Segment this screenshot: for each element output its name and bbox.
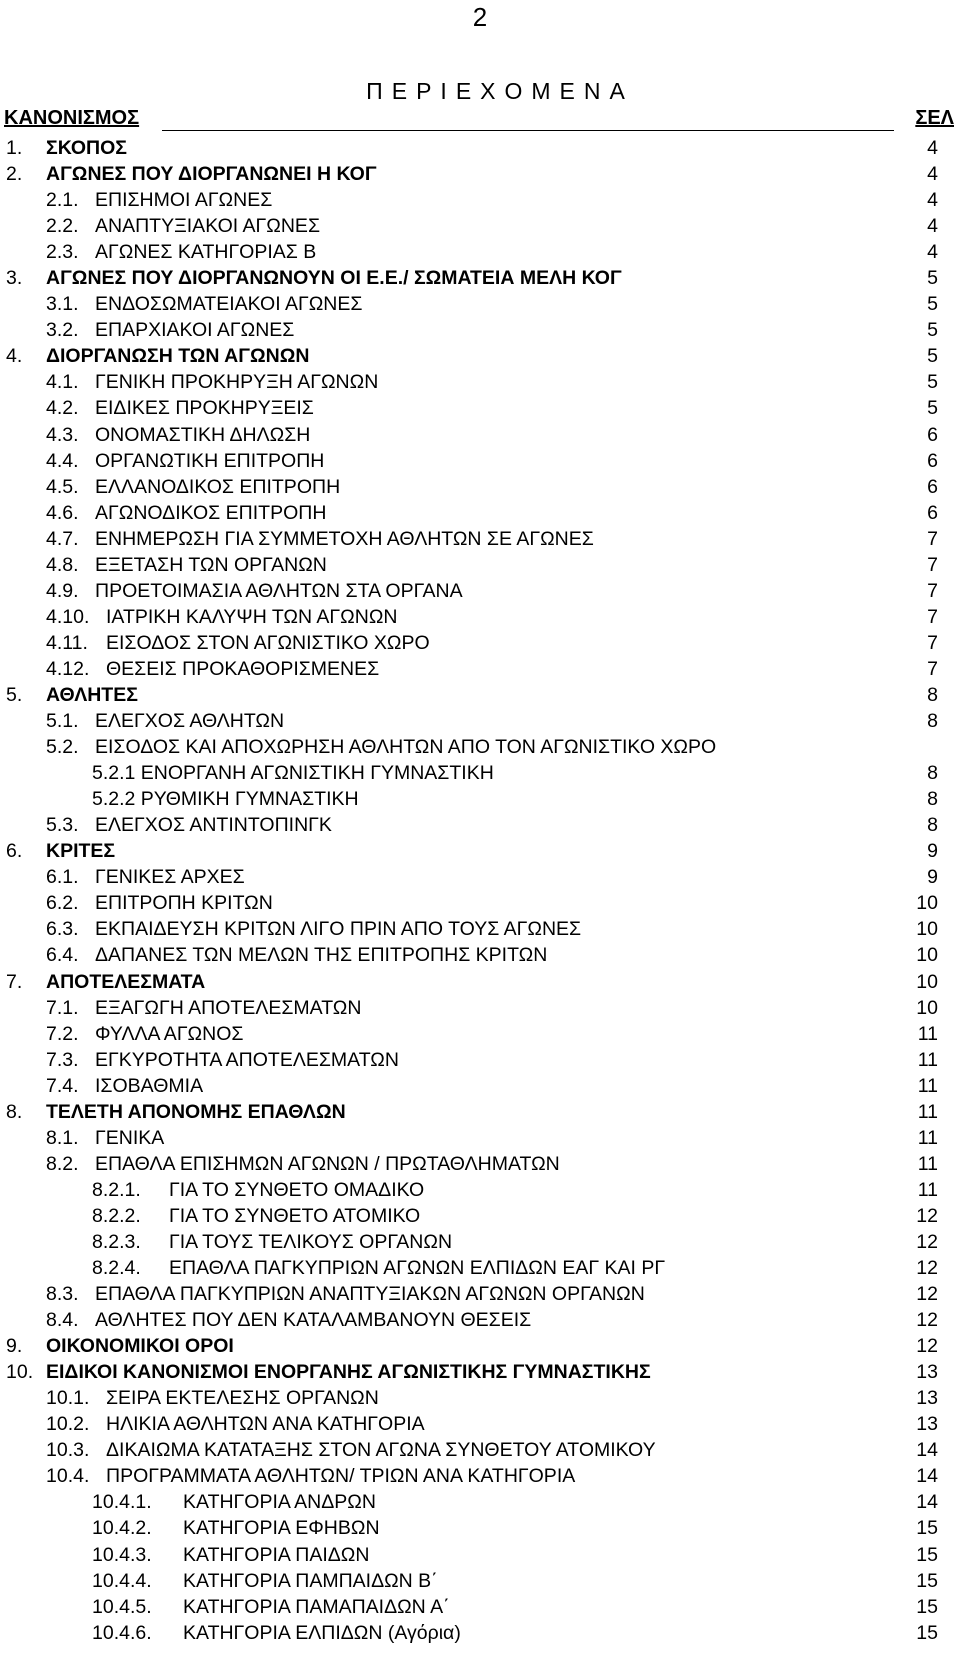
header-regulation-label: ΚΑΝΟΝΙΣΜΟΣ — [4, 107, 140, 129]
toc-entry-title: ΚΑΤΗΓΟΡΙΑ ΕΛΠΙΔΩΝ (Αγόρια) — [183, 1621, 461, 1644]
toc-entry-number: 4.10. — [46, 605, 90, 628]
toc-entry-page: 10 — [916, 996, 938, 1019]
toc-entry-number: 10.4.1. — [92, 1491, 152, 1514]
toc-entry — [0, 526, 960, 552]
toc-entry-page: 12 — [916, 1257, 938, 1280]
toc-entry-number: 10.4.3. — [92, 1543, 152, 1566]
toc-entry-title: ΚΡΙΤΕΣ — [46, 840, 116, 863]
toc-entry-page: 4 — [927, 241, 938, 264]
toc-entry-number: 7. — [6, 970, 23, 993]
toc-entry — [0, 969, 960, 995]
toc-entry-title: ΔΑΠΑΝΕΣ ΤΩΝ ΜΕΛΩΝ ΤΗΣ ΕΠΙΤΡΟΠΗΣ ΚΡΙΤΩΝ — [95, 944, 548, 967]
toc-entry-title: ΓΕΝΙΚΕΣ ΑΡΧΕΣ — [95, 866, 245, 889]
toc-entry-number: 10.4. — [46, 1465, 90, 1488]
toc-entry-title: ΙΣΟΒΑΘΜΙΑ — [95, 1074, 204, 1097]
toc-entry — [0, 1073, 960, 1099]
toc-entry-title: ΚΑΤΗΓΟΡΙΑ ΕΦΗΒΩΝ — [183, 1517, 380, 1540]
toc-entry-number: 10. — [6, 1361, 34, 1384]
toc-entry — [0, 448, 960, 474]
toc-entry-page: 5 — [927, 371, 938, 394]
toc-entry — [0, 578, 960, 604]
toc-entry — [0, 291, 960, 317]
toc-entry-title: ΦΥΛΛΑ ΑΓΩΝΟΣ — [95, 1022, 244, 1045]
toc-entry — [0, 317, 960, 343]
toc-entry — [0, 1411, 960, 1437]
toc-entry-title: ΕΛΛΑΝΟΔΙΚΟΣ ΕΠΙΤΡΟΠΗ — [95, 475, 341, 498]
toc-entry-title: ΚΑΤΗΓΟΡΙΑ ΑΝΔΡΩΝ — [183, 1491, 376, 1514]
toc-entry-title: ΚΑΤΗΓΟΡΙΑ ΠΑΜΠΑΙΔΩΝ Β΄ — [183, 1569, 438, 1592]
toc-entry-title: ΑΓΩΝΕΣ ΠΟΥ ΔΙΟΡΓΑΝΩΝΟΥΝ ΟΙ Ε.Ε./ ΣΩΜΑΤΕΙΑ ΜΕΛΗ ΚΟΓ — [46, 267, 622, 290]
toc-entry-number: 4.12. — [46, 657, 90, 680]
toc-entry-number: 10.2. — [46, 1413, 90, 1436]
toc-entry — [0, 630, 960, 656]
toc-entry-page: 10 — [916, 970, 938, 993]
toc-entry-title: ΕΠΙΣΗΜΟΙ ΑΓΩΝΕΣ — [95, 189, 273, 212]
toc-entry-page: 5 — [927, 267, 938, 290]
toc-entry-page: 7 — [927, 605, 938, 628]
toc-entry-number: 5. — [6, 683, 23, 706]
toc-entry-number: 2.2. — [46, 215, 79, 238]
toc-entry — [0, 1099, 960, 1125]
toc-entry — [0, 1463, 960, 1489]
toc-entry-title: ΑΠΟΤΕΛΕΣΜΑΤΑ — [46, 970, 206, 993]
toc-entry — [0, 760, 960, 786]
toc-entry-title: 5.2.2 ΡΥΘΜΙΚΗ ΓΥΜΝΑΣΤΙΚΗ — [92, 788, 359, 811]
toc-entry-title: ΣΚΟΠΟΣ — [46, 137, 128, 159]
toc-entry-title: ΕΛΕΓΧΟΣ ΑΝΤΙΝΤΟΠΙΝΓΚ — [95, 814, 332, 837]
toc-entry — [0, 1203, 960, 1229]
toc-entry-title: ΑΘΛΗΤΕΣ — [46, 683, 138, 706]
toc-entry-number: 8.2. — [46, 1152, 79, 1175]
toc-entry — [0, 1489, 960, 1515]
toc-entry — [0, 734, 960, 760]
toc-entry-title: ΙΑΤΡΙΚΗ ΚΑΛΥΨΗ ΤΩΝ ΑΓΩΝΩΝ — [106, 605, 398, 628]
toc-entry-page: 13 — [916, 1413, 938, 1436]
toc-entry-page: 10 — [916, 892, 938, 915]
toc-entry — [0, 1047, 960, 1073]
toc-entry-page: 4 — [927, 215, 938, 238]
toc-entry — [0, 1568, 960, 1594]
toc-entry — [0, 604, 960, 630]
toc-entry-number: 9. — [6, 1335, 23, 1358]
toc-entry — [0, 369, 960, 395]
toc-entry — [0, 942, 960, 968]
toc-entry — [0, 213, 960, 239]
toc-entry-title: ΕΠΙΤΡΟΠΗ ΚΡΙΤΩΝ — [95, 892, 273, 915]
toc-entry-page: 12 — [916, 1335, 938, 1358]
toc-entry-title: ΟΙΚΟΝΟΜΙΚΟΙ ΟΡΟΙ — [46, 1335, 234, 1358]
toc-entry-page: 11 — [917, 1126, 938, 1149]
toc-entry — [0, 161, 960, 187]
toc-entry-title: 5.2.1 ΕΝΟΡΓΑΝΗ ΑΓΩΝΙΣΤΙΚΗ ΓΥΜΝΑΣΤΙΚΗ — [92, 762, 494, 785]
toc-entry-title: ΓΙΑ ΤΟ ΣΥΝΘΕΤΟ ΟΜΑΔΙΚΟ — [169, 1178, 425, 1201]
toc-entry-title: ΕΠΑΘΛΑ ΕΠΙΣΗΜΩΝ ΑΓΩΝΩΝ / ΠΡΩΤΑΘΛΗΜΑΤΩΝ — [95, 1152, 560, 1175]
toc-entry-number: 10.4.2. — [92, 1517, 152, 1540]
toc-entry-page: 15 — [916, 1517, 938, 1540]
toc-entry-number: 8.1. — [46, 1126, 79, 1149]
toc-entry-number: 8.4. — [46, 1309, 79, 1332]
toc-entry-page: 12 — [916, 1204, 938, 1227]
toc-entry — [0, 656, 960, 682]
toc-entry-page: 13 — [916, 1387, 938, 1410]
toc-entry-page: 7 — [927, 553, 938, 576]
toc-entry-title: ΠΡΟΓΡΑΜΜΑΤΑ ΑΘΛΗΤΩΝ/ ΤΡΙΩΝ ΑΝΑ ΚΑΤΗΓΟΡΙΑ — [106, 1465, 576, 1488]
toc-entry-page: 11 — [917, 1048, 938, 1071]
toc-entry-number: 5.3. — [46, 814, 79, 837]
toc-entry — [0, 1151, 960, 1177]
toc-entry-page: 10 — [916, 918, 938, 941]
toc-entry-number: 4.6. — [46, 501, 79, 524]
toc-entry-page: 11 — [917, 1100, 938, 1123]
toc-entry — [0, 1229, 960, 1255]
toc-entry-title: ΕΝΗΜΕΡΩΣΗ ΓΙΑ ΣΥΜΜΕΤΟΧΗ ΑΘΛΗΤΩΝ ΣΕ ΑΓΩΝΕΣ — [95, 527, 594, 550]
toc-entry-title: ΓΕΝΙΚΑ — [95, 1126, 165, 1149]
toc-entry-title: ΗΛΙΚΙΑ ΑΘΛΗΤΩΝ ΑΝΑ ΚΑΤΗΓΟΡΙΑ — [106, 1413, 425, 1436]
toc-entry-number: 10.4.4. — [92, 1569, 152, 1592]
toc-entry-number: 4.8. — [46, 553, 79, 576]
toc-entry-title: ΕΠΑΘΛΑ ΠΑΓΚΥΠΡΙΩΝ ΑΓΩΝΩΝ ΕΛΠΙΔΩΝ ΕΑΓ ΚΑΙ ΡΓ — [169, 1257, 666, 1280]
toc-entry-title: ΘΕΣΕΙΣ ΠΡΟΚΑΘΟΡΙΣΜΕΝΕΣ — [106, 657, 380, 680]
toc-entry-page: 12 — [916, 1283, 938, 1306]
toc-entry — [0, 239, 960, 265]
toc-entry-number: 6.1. — [46, 866, 79, 889]
toc-entry-number: 4.2. — [46, 397, 79, 420]
toc-entry-number: 7.1. — [46, 996, 79, 1019]
toc-entry — [0, 1620, 960, 1646]
toc-entry-title: ΚΑΤΗΓΟΡΙΑ ΠΑΜΑΠΑΙΔΩΝ Α΄ — [183, 1595, 450, 1618]
toc-entry — [0, 500, 960, 526]
toc-entry — [0, 135, 960, 161]
toc-entry — [0, 838, 960, 864]
toc-entry-title: ΣΕΙΡΑ ΕΚΤΕΛΕΣΗΣ ΟΡΓΑΝΩΝ — [106, 1387, 379, 1410]
toc-entry-page: 5 — [927, 345, 938, 368]
toc-entry — [0, 1385, 960, 1411]
toc-header — [4, 107, 954, 133]
toc-entry-title: ΑΓΩΝΕΣ ΚΑΤΗΓΟΡΙΑΣ Β — [95, 241, 317, 264]
header-rule — [162, 130, 894, 131]
toc-entry-title: ΑΝΑΠΤΥΞΙΑΚΟΙ ΑΓΩΝΕΣ — [95, 215, 320, 238]
toc-entry-number: 8.2.1. — [92, 1178, 141, 1201]
toc-entry-page: 15 — [916, 1595, 938, 1618]
toc-entry — [0, 187, 960, 213]
toc-entry-title: ΕΞΑΓΩΓΗ ΑΠΟΤΕΛΕΣΜΑΤΩΝ — [95, 996, 362, 1019]
toc-entry-number: 2. — [6, 163, 23, 186]
toc-entry-number: 4.3. — [46, 423, 79, 446]
toc-entry-number: 10.3. — [46, 1439, 90, 1462]
toc-entry — [0, 1021, 960, 1047]
toc-entry-page: 4 — [927, 137, 938, 159]
toc-entry — [0, 786, 960, 812]
toc-entry-title: ΓΙΑ ΤΟΥΣ ΤΕΛΙΚΟΥΣ ΟΡΓΑΝΩΝ — [169, 1230, 453, 1253]
toc-entry-number: 8.2.2. — [92, 1204, 141, 1227]
toc-entry-title: ΑΘΛΗΤΕΣ ΠΟΥ ΔΕΝ ΚΑΤΑΛΑΜΒΑΝΟΥΝ ΘΕΣΕΙΣ — [95, 1309, 532, 1332]
toc-entry-number: 10.4.5. — [92, 1595, 152, 1618]
toc-entry-page: 8 — [927, 788, 938, 811]
toc-entry-title: ΑΓΩΝΕΣ ΠΟΥ ΔΙΟΡΓΑΝΩΝΕΙ Η ΚΟΓ — [46, 163, 377, 186]
toc-entry-number: 7.2. — [46, 1022, 79, 1045]
toc-entry-page: 15 — [916, 1569, 938, 1592]
toc-entry-number: 4.9. — [46, 579, 79, 602]
table-of-contents — [0, 135, 960, 1646]
toc-entry-title: ΕΝΔΟΣΩΜΑΤΕΙΑΚΟΙ ΑΓΩΝΕΣ — [95, 293, 363, 316]
toc-entry-page: 11 — [917, 1178, 938, 1201]
toc-entry-title: ΓΕΝΙΚΗ ΠΡΟΚΗΡΥΞΗ ΑΓΩΝΩΝ — [95, 371, 379, 394]
toc-entry-page: 9 — [927, 840, 938, 863]
toc-entry-page: 7 — [927, 657, 938, 680]
toc-entry-title: ΔΙΚΑΙΩΜΑ ΚΑΤΑΤΑΞΗΣ ΣΤΟΝ ΑΓΩΝΑ ΣΥΝΘΕΤΟΥ ΑΤΟΜΙΚΟΥ — [106, 1439, 656, 1462]
toc-entry-title: ΚΑΤΗΓΟΡΙΑ ΠΑΙΔΩΝ — [183, 1543, 370, 1566]
toc-entry-number: 5.1. — [46, 710, 79, 733]
toc-entry-page: 6 — [927, 475, 938, 498]
toc-entry-number: 7.3. — [46, 1048, 79, 1071]
toc-entry — [0, 812, 960, 838]
toc-entry-page: 11 — [917, 1152, 938, 1175]
toc-entry — [0, 265, 960, 291]
toc-entry — [0, 1359, 960, 1385]
toc-entry-page: 14 — [916, 1491, 938, 1514]
toc-entry-page: 6 — [927, 449, 938, 472]
toc-entry-title: ΟΝΟΜΑΣΤΙΚΗ ΔΗΛΩΣΗ — [95, 423, 311, 446]
toc-entry-page: 7 — [927, 631, 938, 654]
toc-entry-page: 7 — [927, 527, 938, 550]
toc-entry — [0, 1307, 960, 1333]
toc-entry-title: ΕΙΔΙΚΕΣ ΠΡΟΚΗΡΥΞΕΙΣ — [95, 397, 314, 420]
toc-entry-number: 4.5. — [46, 475, 79, 498]
toc-entry-number: 3.1. — [46, 293, 79, 316]
toc-entry — [0, 916, 960, 942]
toc-entry-number: 3. — [6, 267, 23, 290]
toc-title: ΠΕΡΙΕΧΟΜΕΝΑ — [366, 78, 634, 104]
header-page-label: ΣΕΛ — [915, 107, 954, 129]
toc-entry-title: ΕΞΕΤΑΣΗ ΤΩΝ ΟΡΓΑΝΩΝ — [95, 553, 327, 576]
toc-entry — [0, 1515, 960, 1541]
page-number: 2 — [472, 2, 488, 32]
toc-entry — [0, 1333, 960, 1359]
toc-entry-page: 9 — [927, 866, 938, 889]
toc-entry — [0, 1437, 960, 1463]
toc-entry-number: 4.4. — [46, 449, 79, 472]
toc-entry-number: 2.1. — [46, 189, 79, 212]
toc-entry-number: 10.4.6. — [92, 1621, 152, 1644]
toc-entry — [0, 1177, 960, 1203]
toc-entry-number: 6. — [6, 840, 23, 863]
toc-entry-title: ΑΓΩΝΟΔΙΚΟΣ ΕΠΙΤΡΟΠΗ — [95, 501, 327, 524]
toc-entry-number: 8.3. — [46, 1283, 79, 1306]
toc-entry-page: 5 — [927, 319, 938, 342]
toc-entry-number: 6.3. — [46, 918, 79, 941]
toc-entry-number: 5.2. — [46, 736, 79, 759]
toc-entry-page: 13 — [916, 1361, 938, 1384]
toc-entry-page: 4 — [927, 163, 938, 186]
toc-entry-page: 11 — [917, 1022, 938, 1045]
toc-entry-number: 4. — [6, 345, 23, 368]
toc-entry — [0, 395, 960, 421]
toc-entry-title: ΤΕΛΕΤΗ ΑΠΟΝΟΜΗΣ ΕΠΑΘΛΩΝ — [46, 1100, 346, 1123]
toc-entry — [0, 343, 960, 369]
toc-entry — [0, 1255, 960, 1281]
toc-entry-page: 15 — [916, 1543, 938, 1566]
toc-entry-number: 1. — [6, 137, 23, 159]
toc-entry — [0, 1594, 960, 1620]
toc-entry — [0, 1125, 960, 1151]
toc-entry-number: 2.3. — [46, 241, 79, 264]
toc-entry-page: 14 — [916, 1439, 938, 1462]
toc-entry-title: ΕΠΑΡΧΙΑΚΟΙ ΑΓΩΝΕΣ — [95, 319, 295, 342]
toc-entry — [0, 890, 960, 916]
toc-entry-number: 6.2. — [46, 892, 79, 915]
toc-entry-page: 10 — [916, 944, 938, 967]
toc-entry-page: 15 — [916, 1621, 938, 1644]
toc-entry-page: 6 — [927, 423, 938, 446]
toc-entry-page: 4 — [927, 189, 938, 212]
toc-entry-title: ΕΛΕΓΧΟΣ ΑΘΛΗΤΩΝ — [95, 710, 285, 733]
toc-entry-number: 8. — [6, 1100, 23, 1123]
toc-entry-page: 8 — [927, 762, 938, 785]
toc-entry-title: ΕΙΣΟΔΟΣ ΣΤΟΝ ΑΓΩΝΙΣΤΙΚΟ ΧΩΡΟ — [106, 631, 430, 654]
toc-entry-page: 12 — [916, 1309, 938, 1332]
toc-entry-number: 4.1. — [46, 371, 79, 394]
toc-entry-number: 7.4. — [46, 1074, 79, 1097]
toc-entry-page: 8 — [927, 814, 938, 837]
toc-entry — [0, 682, 960, 708]
toc-entry-page: 12 — [916, 1230, 938, 1253]
toc-entry-page: 6 — [927, 501, 938, 524]
toc-entry — [0, 422, 960, 448]
toc-entry-number: 8.2.3. — [92, 1230, 141, 1253]
toc-entry-title: ΕΠΑΘΛΑ ΠΑΓΚΥΠΡΙΩΝ ΑΝΑΠΤΥΞΙΑΚΩΝ ΑΓΩΝΩΝ ΟΡΓΑΝΩΝ — [95, 1283, 645, 1306]
toc-entry-page: 8 — [927, 710, 938, 733]
toc-entry-number: 8.2.4. — [92, 1257, 141, 1280]
toc-entry-page: 5 — [927, 397, 938, 420]
toc-entry-number: 6.4. — [46, 944, 79, 967]
toc-entry — [0, 864, 960, 890]
toc-entry — [0, 708, 960, 734]
toc-entry-page: 7 — [927, 579, 938, 602]
toc-entry-title: ΕΓΚΥΡΟΤΗΤΑ ΑΠΟΤΕΛΕΣΜΑΤΩΝ — [95, 1048, 399, 1071]
toc-entry-number: 4.7. — [46, 527, 79, 550]
toc-entry-page: 14 — [916, 1465, 938, 1488]
toc-entry-number: 10.1. — [46, 1387, 90, 1410]
toc-entry — [0, 1281, 960, 1307]
toc-entry-title: ΟΡΓΑΝΩΤΙΚΗ ΕΠΙΤΡΟΠΗ — [95, 449, 325, 472]
toc-entry — [0, 1542, 960, 1568]
toc-entry — [0, 474, 960, 500]
toc-entry-title: ΕΙΣΟΔΟΣ ΚΑΙ ΑΠΟΧΩΡΗΣΗ ΑΘΛΗΤΩΝ ΑΠΟ ΤΟΝ ΑΓΩΝΙΣΤΙΚΟ ΧΩΡΟ — [95, 736, 717, 759]
toc-entry-title: ΓΙΑ ΤΟ ΣΥΝΘΕΤΟ ΑΤΟΜΙΚΟ — [169, 1204, 421, 1227]
toc-entry-title: ΕΚΠΑΙΔΕΥΣΗ ΚΡΙΤΩΝ ΛΙΓΟ ΠΡΙΝ ΑΠΟ ΤΟΥΣ ΑΓΩΝΕΣ — [95, 918, 582, 941]
toc-entry-number: 3.2. — [46, 319, 79, 342]
toc-entry — [0, 995, 960, 1021]
toc-entry-page: 11 — [917, 1074, 938, 1097]
toc-entry-page: 5 — [927, 293, 938, 316]
toc-entry-title: ΔΙΟΡΓΑΝΩΣΗ ΤΩΝ ΑΓΩΝΩΝ — [46, 345, 310, 368]
toc-entry-title: ΠΡΟΕΤΟΙΜΑΣΙΑ ΑΘΛΗΤΩΝ ΣΤΑ ΟΡΓΑΝΑ — [95, 579, 463, 602]
toc-entry-number: 4.11. — [46, 631, 88, 654]
toc-entry-page: 8 — [927, 683, 938, 706]
toc-entry — [0, 552, 960, 578]
toc-entry-title: ΕΙΔΙΚΟΙ ΚΑΝΟΝΙΣΜΟΙ ΕΝΟΡΓΑΝΗΣ ΑΓΩΝΙΣΤΙΚΗΣ ΓΥΜΝΑΣΤΙΚΗΣ — [46, 1361, 651, 1384]
